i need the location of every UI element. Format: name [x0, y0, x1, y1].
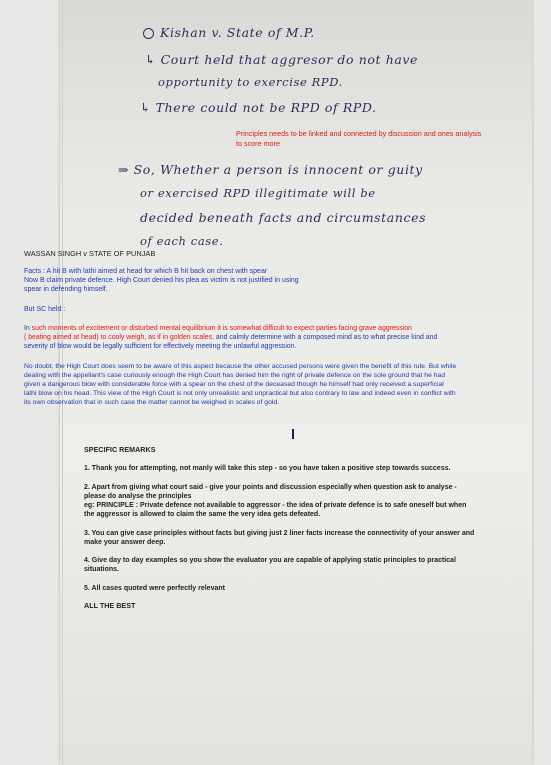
remark-item: 5. All cases quoted were perfectly relevant: [84, 585, 225, 592]
remark-item: situations.: [84, 566, 120, 573]
handwritten-line: opportunity to exercise RPD.: [158, 75, 343, 89]
facts-line: spear in defending himself.: [24, 286, 108, 293]
holding-text: and calmly determine with a composed mind as to what precise kind and: [214, 334, 438, 341]
remark-item: 3. You can give case principles without facts but giving just 2 liner facts increase the connectivity of your answer and: [84, 530, 475, 537]
facts-line: Now B claim private defence. High Court denied his plea as victim is not justified in using: [24, 277, 299, 284]
holding-line-3: severity of blow would be legally sufficient for effectively meeting the unlawful aggression.: [24, 343, 297, 350]
remark-item: 1. Thank you for attempting, not manly will take this step - so you have taken a positive step towards success.: [84, 465, 451, 472]
holding-prefix: In: [24, 325, 32, 332]
remark-item: please do analyse the principles: [84, 493, 192, 500]
bullet-circle-icon: [143, 28, 154, 39]
observation-line: given a dangerous blow with considerable force with a spear on the chest of the deceased though he himself had only received a superficial: [24, 381, 444, 388]
remarks-heading: SPECIFIC REMARKS: [84, 445, 156, 454]
observation-line: lathi blow on his head. This view of the High Court is not only unrealistic and unpractical but also contrary to law and indeed even in conflict with: [24, 390, 456, 397]
remark-item: eg: PRINCIPLE : Private defence not available to aggressor - the idea of private defence is to safe oneself but when: [84, 502, 467, 509]
text-cursor-mark: [292, 429, 294, 439]
observation-line: its own observation that in such case the matter cannot be weighed in scales of gold.: [24, 399, 280, 406]
observation-line: No doubt, the High Court does seem to be aware of this aspect because the other accused persons were given the benefit of this rule. But while: [24, 363, 457, 370]
holding-highlight: such moments of excitement or disturbed mental equilibrium it is somewhat difficult to expect parties facing grave aggression: [31, 325, 412, 332]
handwritten-line: or exercised RPD illegitimate will be: [140, 186, 376, 200]
holding-line-1: [24, 325, 412, 333]
closing-remark: ALL THE BEST: [84, 601, 136, 610]
evaluator-note-line-1: Principles needs to be linked and connected by discussion and ones analysis: [236, 129, 482, 138]
sc-held-label: But SC held :: [24, 306, 66, 313]
remark-item: make your answer deep.: [84, 539, 166, 546]
remark-item: 4. Give day to day examples so you show the evaluator you are capable of applying static principles to practical: [84, 557, 456, 564]
case-title: WASSAN SINGH v STATE OF PUNJAB: [24, 249, 156, 258]
evaluator-note-line-2: to score more: [236, 139, 280, 148]
holding-highlight: ( beating aimed at head) to cooly weigh, as if in golden scales,: [24, 334, 214, 341]
remark-item: the aggressor is allowed to claim the same the very idea gets defeated.: [84, 511, 321, 518]
handwritten-case-name: Kishan v. State of M.P.: [160, 25, 315, 40]
observation-line: dealing with the appellant's case curiously enough the High Court has denied him the right of private defence on the sole ground that he had: [24, 372, 446, 379]
handwritten-line: ↳ There could not be RPD of RPD.: [140, 100, 377, 115]
facts-line: Facts : A hit B with lathi aimed at head for which B hit back on chest with spear: [24, 268, 268, 275]
handwritten-line: decided beneath facts and circumstances: [140, 210, 427, 225]
remark-item: 2. Apart from giving what court said - give your points and discussion especially when question ask to analyse -: [84, 484, 457, 491]
handwritten-line: ⇒ So, Whether a person is innocent or guity: [118, 162, 423, 177]
holding-line-2: [24, 334, 437, 342]
handwritten-line: ↳ Court held that aggresor do not have: [145, 52, 419, 67]
handwritten-line: of each case.: [140, 234, 224, 248]
